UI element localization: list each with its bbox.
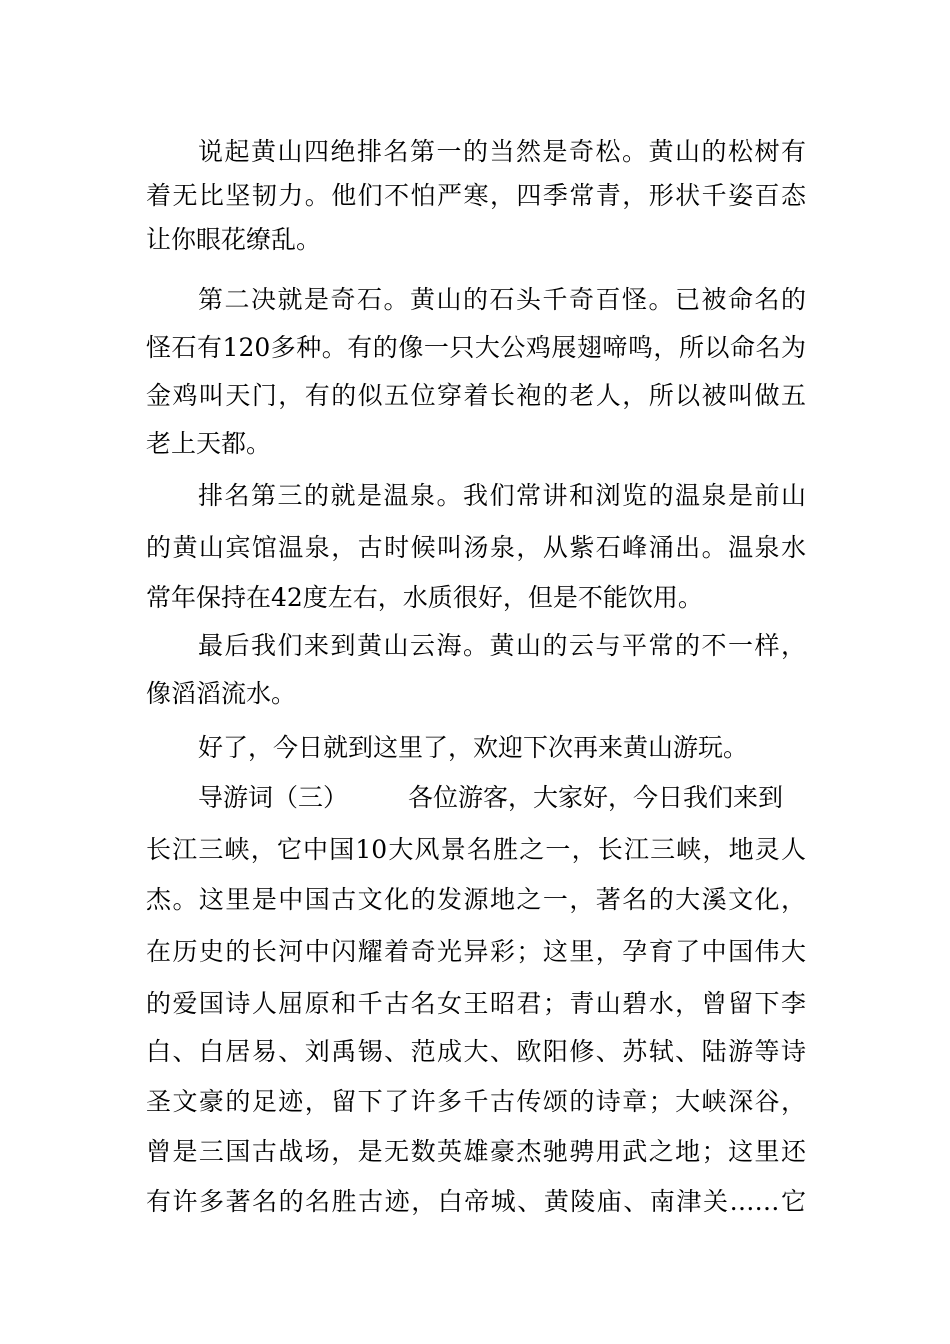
paragraph-line: 金鸡叫天门，有的似五位穿着长袍的老人，所以被叫做五: [146, 381, 806, 410]
paragraph-text: 各位游客，大家好，今日我们来到: [408, 783, 784, 812]
paragraph-line: 的爱国诗人屈原和千古名女王昭君；青山碧水，曾留下李: [146, 989, 806, 1018]
paragraph-line: 第二决就是奇石。黄山的石头千奇百怪。已被命名的: [198, 285, 806, 314]
paragraph-line: 让你眼花缭乱。: [146, 225, 322, 254]
paragraph-line: 说起黄山四绝排名第一的当然是奇松。黄山的松树有: [198, 137, 806, 166]
section-heading: 导游词（三）: [198, 783, 349, 812]
paragraph-line: 像滔滔流水。: [146, 679, 297, 708]
paragraph-line: 常年保持在42度左右，水质很好，但是不能饮用。: [146, 583, 703, 612]
paragraph-line: 曾是三国古战场，是无数英雄豪杰驰骋用武之地；这里还: [146, 1137, 806, 1166]
paragraph-line: 好了，今日就到这里了，欢迎下次再来黄山游玩。: [198, 733, 749, 762]
paragraph-line: 最后我们来到黄山云海。黄山的云与平常的不一样，: [198, 631, 806, 660]
paragraph-line: 着无比坚韧力。他们不怕严寒，四季常青，形状千姿百态: [146, 181, 806, 210]
paragraph-line: 白、白居易、刘禹锡、范成大、欧阳修、苏轼、陆游等诗: [146, 1037, 806, 1066]
paragraph-line: 杰。这里是中国古文化的发源地之一，著名的大溪文化，: [146, 885, 806, 914]
paragraph-line: 有许多著名的名胜古迹，白帝城、黄陵庙、南津关……它: [146, 1187, 806, 1216]
paragraph-line: 排名第三的就是温泉。我们常讲和浏览的温泉是前山: [198, 481, 806, 510]
paragraph-line: 长江三峡，它中国10大风景名胜之一，长江三峡，地灵人: [146, 835, 806, 864]
paragraph-line: 老上天都。: [146, 429, 272, 458]
paragraph-line: 的黄山宾馆温泉，古时候叫汤泉，从紫石峰涌出。温泉水: [146, 533, 806, 562]
paragraph-line: 在历史的长河中闪耀着奇光异彩；这里，孕育了中国伟大: [146, 937, 806, 966]
paragraph-line: 圣文豪的足迹，留下了许多千古传颂的诗章；大峡深谷，: [146, 1087, 806, 1116]
paragraph-line: [146, 776, 806, 820]
paragraph-line: 怪石有120多种。有的像一只大公鸡展翅啼鸣，所以命名为: [146, 333, 806, 362]
